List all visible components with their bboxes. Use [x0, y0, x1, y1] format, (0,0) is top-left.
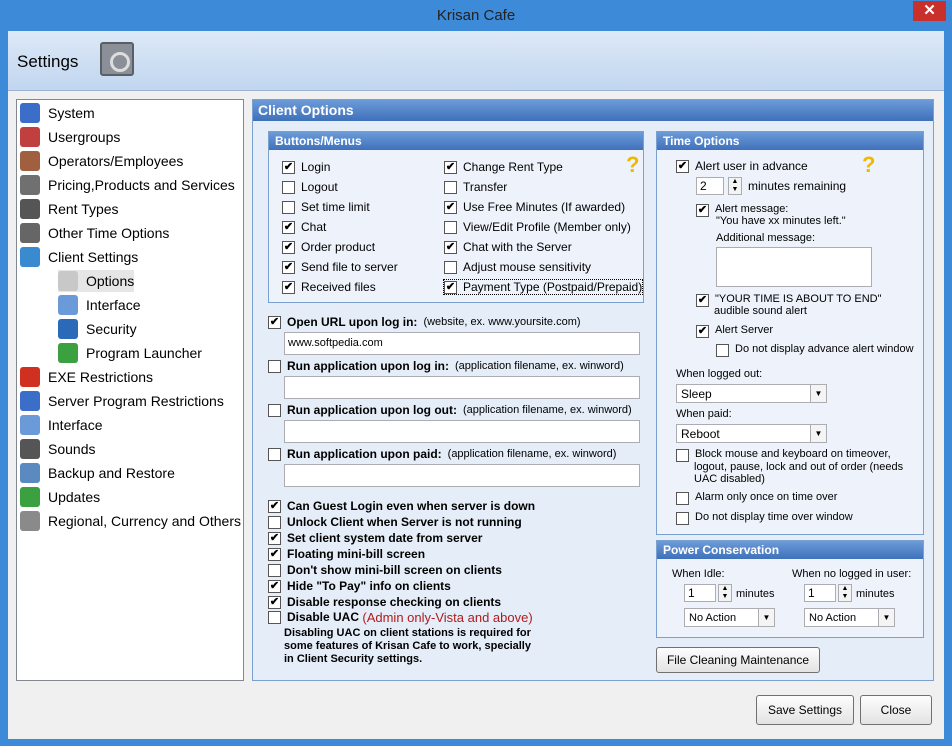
url-option-input[interactable] — [284, 420, 640, 443]
menu-option-checkbox[interactable] — [282, 280, 376, 294]
checkbox-box[interactable] — [282, 181, 295, 194]
menu-option-label: Use Free Minutes (If awarded) — [463, 200, 626, 214]
checkbox-box[interactable]: ✔ — [269, 580, 280, 592]
checkbox-box[interactable]: ✔ — [445, 241, 456, 253]
tree-item-label: Updates — [48, 489, 101, 505]
tree-item-icon — [20, 175, 40, 195]
tree-item[interactable] — [58, 342, 202, 364]
tree-item-icon — [20, 487, 40, 507]
tree-item[interactable] — [20, 438, 95, 460]
menu-option-label: Logout — [301, 180, 338, 194]
tree-item[interactable] — [20, 246, 138, 268]
checkbox-box[interactable] — [444, 261, 457, 274]
tree-item-label: Client Settings — [48, 249, 139, 265]
settings-gear-icon — [100, 42, 134, 76]
tree-item[interactable] — [58, 270, 134, 292]
idle-action-select[interactable]: No Action ▼ — [684, 608, 775, 627]
chevron-down-icon: ▼ — [810, 385, 826, 402]
block-mouse-line2: logout, pause, lock and out of order (needs — [694, 461, 904, 473]
menu-option-label: View/Edit Profile (Member only) — [463, 220, 631, 234]
tree-item-label: Rent Types — [48, 201, 119, 217]
client-option-checkbox[interactable] — [268, 499, 535, 513]
tree-item-icon — [58, 271, 78, 291]
uac-desc-line3: in Client Security settings. — [284, 653, 423, 665]
menu-option-label: Order product — [301, 240, 376, 254]
time-help-icon[interactable]: ? — [862, 152, 876, 177]
no-advance-alert-checkbox[interactable]: Do not display advance alert window — [716, 343, 914, 357]
tree-item[interactable] — [58, 294, 140, 316]
checkbox-box[interactable] — [268, 448, 281, 461]
client-option-label: Don't show mini-bill screen on clients — [287, 563, 502, 577]
nolog-minutes-input[interactable]: 1 — [804, 584, 836, 602]
tree-item-icon — [20, 151, 40, 171]
tree-item[interactable] — [20, 510, 241, 532]
menu-option-checkbox[interactable] — [444, 260, 591, 274]
tree-item-icon — [20, 247, 40, 267]
menu-option-checkbox[interactable] — [282, 180, 338, 194]
minutes-spinner[interactable]: ▲ ▼ — [728, 177, 742, 195]
client-option-label: Set client system date from server — [287, 531, 483, 545]
tree-item-label: Other Time Options — [48, 225, 170, 241]
tree-item[interactable] — [20, 390, 224, 412]
url-option-label: Open URL upon log in: — [287, 315, 418, 329]
menu-option-label: Login — [301, 160, 331, 174]
menu-option-label: Change Rent Type — [463, 160, 563, 174]
url-option-checkbox[interactable] — [268, 447, 616, 461]
checkbox-box[interactable]: ✔ — [269, 532, 280, 544]
checkbox-box[interactable]: ✔ — [283, 241, 294, 253]
minutes-remaining-label: minutes remaining — [748, 179, 847, 193]
menu-option-label: Payment Type (Postpaid/Prepaid) — [463, 280, 643, 294]
tree-item-label: Interface — [86, 297, 141, 313]
sound-alert-checkbox[interactable]: ✔ "YOUR TIME IS ABOUT TO END" — [697, 293, 882, 306]
url-option-input[interactable] — [284, 376, 640, 399]
tree-item[interactable] — [20, 462, 175, 484]
paid-select[interactable]: Reboot ▼ — [676, 424, 827, 443]
block-mouse-checkbox[interactable]: Block mouse and keyboard on timeover, — [676, 448, 891, 462]
uac-desc-line2: some features of Krisan Cafe to work, specially — [284, 640, 531, 652]
menu-option-label: Set time limit — [301, 200, 370, 214]
sound-alert-sub: audible sound alert — [714, 305, 807, 317]
help-icon[interactable]: ? — [626, 152, 640, 177]
menu-option-checkbox[interactable] — [444, 220, 631, 234]
url-option-hint: (application filename, ex. winword) — [454, 360, 624, 372]
tree-item-label: Options — [86, 273, 135, 289]
menu-option-checkbox[interactable] — [444, 160, 563, 174]
tree-item[interactable] — [20, 150, 183, 172]
tree-item[interactable] — [20, 486, 100, 508]
close-button[interactable]: Close — [860, 695, 932, 725]
tree-item-icon — [58, 343, 78, 363]
checkbox-box[interactable]: ✔ — [283, 161, 294, 173]
client-option-label: Floating mini-bill screen — [287, 547, 426, 561]
tree-item-icon — [20, 415, 40, 435]
menu-option-checkbox[interactable] — [282, 260, 398, 274]
url-option-input[interactable]: www.softpedia.com — [284, 332, 640, 355]
client-option-label: Unlock Client when Server is not running — [287, 515, 522, 529]
tree-item-icon — [20, 391, 40, 411]
menu-option-checkbox[interactable] — [444, 200, 625, 214]
checkbox-box[interactable] — [268, 360, 281, 373]
logged-out-label: When logged out: — [676, 368, 763, 380]
client-option-label: Hide "To Pay" info on clients — [287, 579, 451, 593]
checkbox-box[interactable] — [268, 404, 281, 417]
idle-minutes-input[interactable]: 1 — [684, 584, 716, 602]
tree-item-label: Operators/Employees — [48, 153, 184, 169]
alert-message-text: "You have xx minutes left." — [716, 215, 846, 227]
checkbox-box[interactable] — [444, 181, 457, 194]
menu-option-label: Chat — [301, 220, 327, 234]
tree-item-icon — [20, 367, 40, 387]
menu-option-label: Adjust mouse sensitivity — [463, 260, 592, 274]
menu-option-label: Transfer — [463, 180, 508, 194]
url-option-hint: (website, ex. www.yoursite.com) — [423, 316, 581, 328]
tree-item-icon — [20, 439, 40, 459]
alarm-once-checkbox[interactable]: Alarm only once on time over — [676, 491, 837, 505]
buttons-menus-group — [268, 131, 644, 303]
menu-option-checkbox[interactable] — [444, 180, 507, 194]
tree-item[interactable] — [20, 174, 235, 196]
file-cleaning-button[interactable]: File Cleaning Maintenance — [656, 647, 820, 673]
disable-uac-note: (Admin only-Vista and above) — [362, 610, 533, 625]
checkbox-box[interactable]: ✔ — [445, 281, 456, 293]
checkbox-box[interactable]: ✔ — [283, 221, 294, 233]
menu-option-checkbox[interactable] — [282, 240, 375, 254]
checkbox-box[interactable]: ✔ — [269, 500, 280, 512]
client-option-checkbox[interactable] — [268, 563, 502, 577]
tree-item-icon — [58, 319, 78, 339]
tree-item-label: Program Launcher — [86, 345, 202, 361]
window-title: Krisan Cafe — [436, 7, 516, 24]
tree-item-icon — [58, 295, 78, 315]
menu-option-label: Received files — [301, 280, 376, 294]
block-mouse-line3: UAC disabled) — [694, 473, 765, 485]
power-conservation-title: Power Conservation — [657, 541, 923, 559]
checkbox-box[interactable] — [268, 516, 281, 529]
tree-item-icon — [20, 223, 40, 243]
alert-server-checkbox[interactable]: ✔ Alert Server — [697, 324, 774, 337]
additional-message-input[interactable] — [716, 247, 872, 287]
tree-item-label: Backup and Restore — [48, 465, 175, 481]
checkbox-box[interactable] — [268, 611, 281, 624]
checkbox-box[interactable]: ✔ — [445, 201, 456, 213]
chevron-down-icon: ▼ — [878, 609, 894, 626]
tree-item[interactable] — [20, 222, 169, 244]
time-options-title: Time Options — [657, 132, 923, 150]
alert-advance-checkbox[interactable]: ✔ Alert user in advance — [677, 159, 808, 173]
checkbox-box[interactable]: ✔ — [269, 596, 280, 608]
url-option-hint: (application filename, ex. winword) — [462, 404, 632, 416]
disable-uac-checkbox[interactable] — [268, 610, 533, 625]
client-option-checkbox[interactable] — [268, 595, 501, 609]
url-option-input[interactable] — [284, 464, 640, 487]
url-option-label: Run application upon paid: — [287, 447, 442, 461]
menu-option-checkbox[interactable] — [444, 280, 642, 294]
url-option-label: Run application upon log in: — [287, 359, 449, 373]
tree-item-label: Server Program Restrictions — [48, 393, 224, 409]
idle-spinner[interactable]: ▲ ▼ — [718, 584, 732, 602]
chevron-down-icon: ▼ — [758, 609, 774, 626]
tree-item-icon — [20, 511, 40, 531]
tree-item-label: Interface — [48, 417, 103, 433]
url-option-hint: (application filename, ex. winword) — [447, 448, 617, 460]
checkbox-box[interactable]: ✔ — [269, 316, 280, 328]
client-option-checkbox[interactable] — [268, 515, 522, 529]
paid-label: When paid: — [676, 408, 732, 420]
close-window-button[interactable]: ✕ — [913, 1, 946, 21]
checkbox-box[interactable]: ✔ — [269, 548, 280, 560]
menu-option-checkbox[interactable] — [444, 240, 572, 254]
tree-item-icon — [20, 463, 40, 483]
minutes-remaining-input[interactable]: 2 — [696, 177, 724, 195]
client-option-checkbox[interactable] — [268, 531, 482, 545]
buttons-menus-title: Buttons/Menus — [269, 132, 643, 150]
idle-unit: minutes — [736, 588, 775, 600]
url-option-checkbox[interactable] — [268, 359, 624, 373]
menu-option-checkbox[interactable] — [282, 220, 326, 234]
additional-message-label: Additional message: — [716, 232, 816, 244]
menu-option-label: Chat with the Server — [463, 240, 572, 254]
tree-item-label: Usergroups — [48, 129, 121, 145]
settings-header — [8, 31, 944, 91]
tree-item-icon — [20, 103, 40, 123]
disable-uac-label: Disable UAC — [287, 610, 360, 624]
page-title: Settings — [17, 52, 79, 71]
checkbox-box[interactable] — [282, 201, 295, 214]
menu-option-checkbox[interactable] — [282, 160, 330, 174]
idle-label: When Idle: — [672, 568, 725, 580]
tree-item[interactable] — [20, 198, 119, 220]
url-option-checkbox[interactable] — [268, 315, 581, 329]
tree-item-label: EXE Restrictions — [48, 369, 154, 385]
logged-out-select[interactable]: Sleep ▼ — [676, 384, 827, 403]
checkbox-box[interactable]: ✔ — [283, 261, 294, 273]
tree-item-icon — [20, 127, 40, 147]
nolog-label: When no logged in user: — [792, 568, 912, 580]
checkbox-box[interactable] — [444, 221, 457, 234]
checkbox-box[interactable] — [268, 564, 281, 577]
tree-item-label: Pricing,Products and Services — [48, 177, 235, 193]
chevron-down-icon: ▼ — [810, 425, 826, 442]
client-option-label: Disable response checking on clients — [287, 595, 502, 609]
tree-item[interactable] — [20, 126, 120, 148]
menu-option-label: Send file to server — [301, 260, 398, 274]
tree-item[interactable] — [20, 366, 153, 388]
tree-item[interactable] — [20, 414, 102, 436]
tree-item-label: System — [48, 105, 95, 121]
client-option-label: Can Guest Login even when server is down — [287, 499, 536, 513]
nolog-unit: minutes — [856, 588, 895, 600]
client-option-checkbox[interactable] — [268, 547, 425, 561]
menu-option-checkbox[interactable] — [282, 200, 370, 214]
tree-item-label: Security — [86, 321, 137, 337]
tree-item[interactable] — [20, 102, 95, 124]
tree-item[interactable] — [58, 318, 137, 340]
alert-message-checkbox[interactable]: ✔ Alert message: — [697, 203, 789, 216]
uac-desc-line1: Disabling UAC on client stations is required for — [284, 627, 531, 639]
nolog-action-select[interactable]: No Action ▼ — [804, 608, 895, 627]
client-option-checkbox[interactable] — [268, 579, 451, 593]
save-settings-button[interactable]: Save Settings — [756, 695, 854, 725]
client-options-title: Client Options — [253, 100, 933, 121]
tree-item-label: Regional, Currency and Others — [48, 513, 241, 529]
checkbox-box[interactable]: ✔ — [445, 161, 456, 173]
url-option-label: Run application upon log out: — [287, 403, 457, 417]
no-timeover-window-checkbox[interactable]: Do not display time over window — [676, 511, 853, 525]
url-option-checkbox[interactable] — [268, 403, 632, 417]
nolog-spinner[interactable]: ▲ ▼ — [838, 584, 852, 602]
checkbox-box[interactable]: ✔ — [283, 281, 294, 293]
tree-item-label: Sounds — [48, 441, 96, 457]
tree-item-icon — [20, 199, 40, 219]
